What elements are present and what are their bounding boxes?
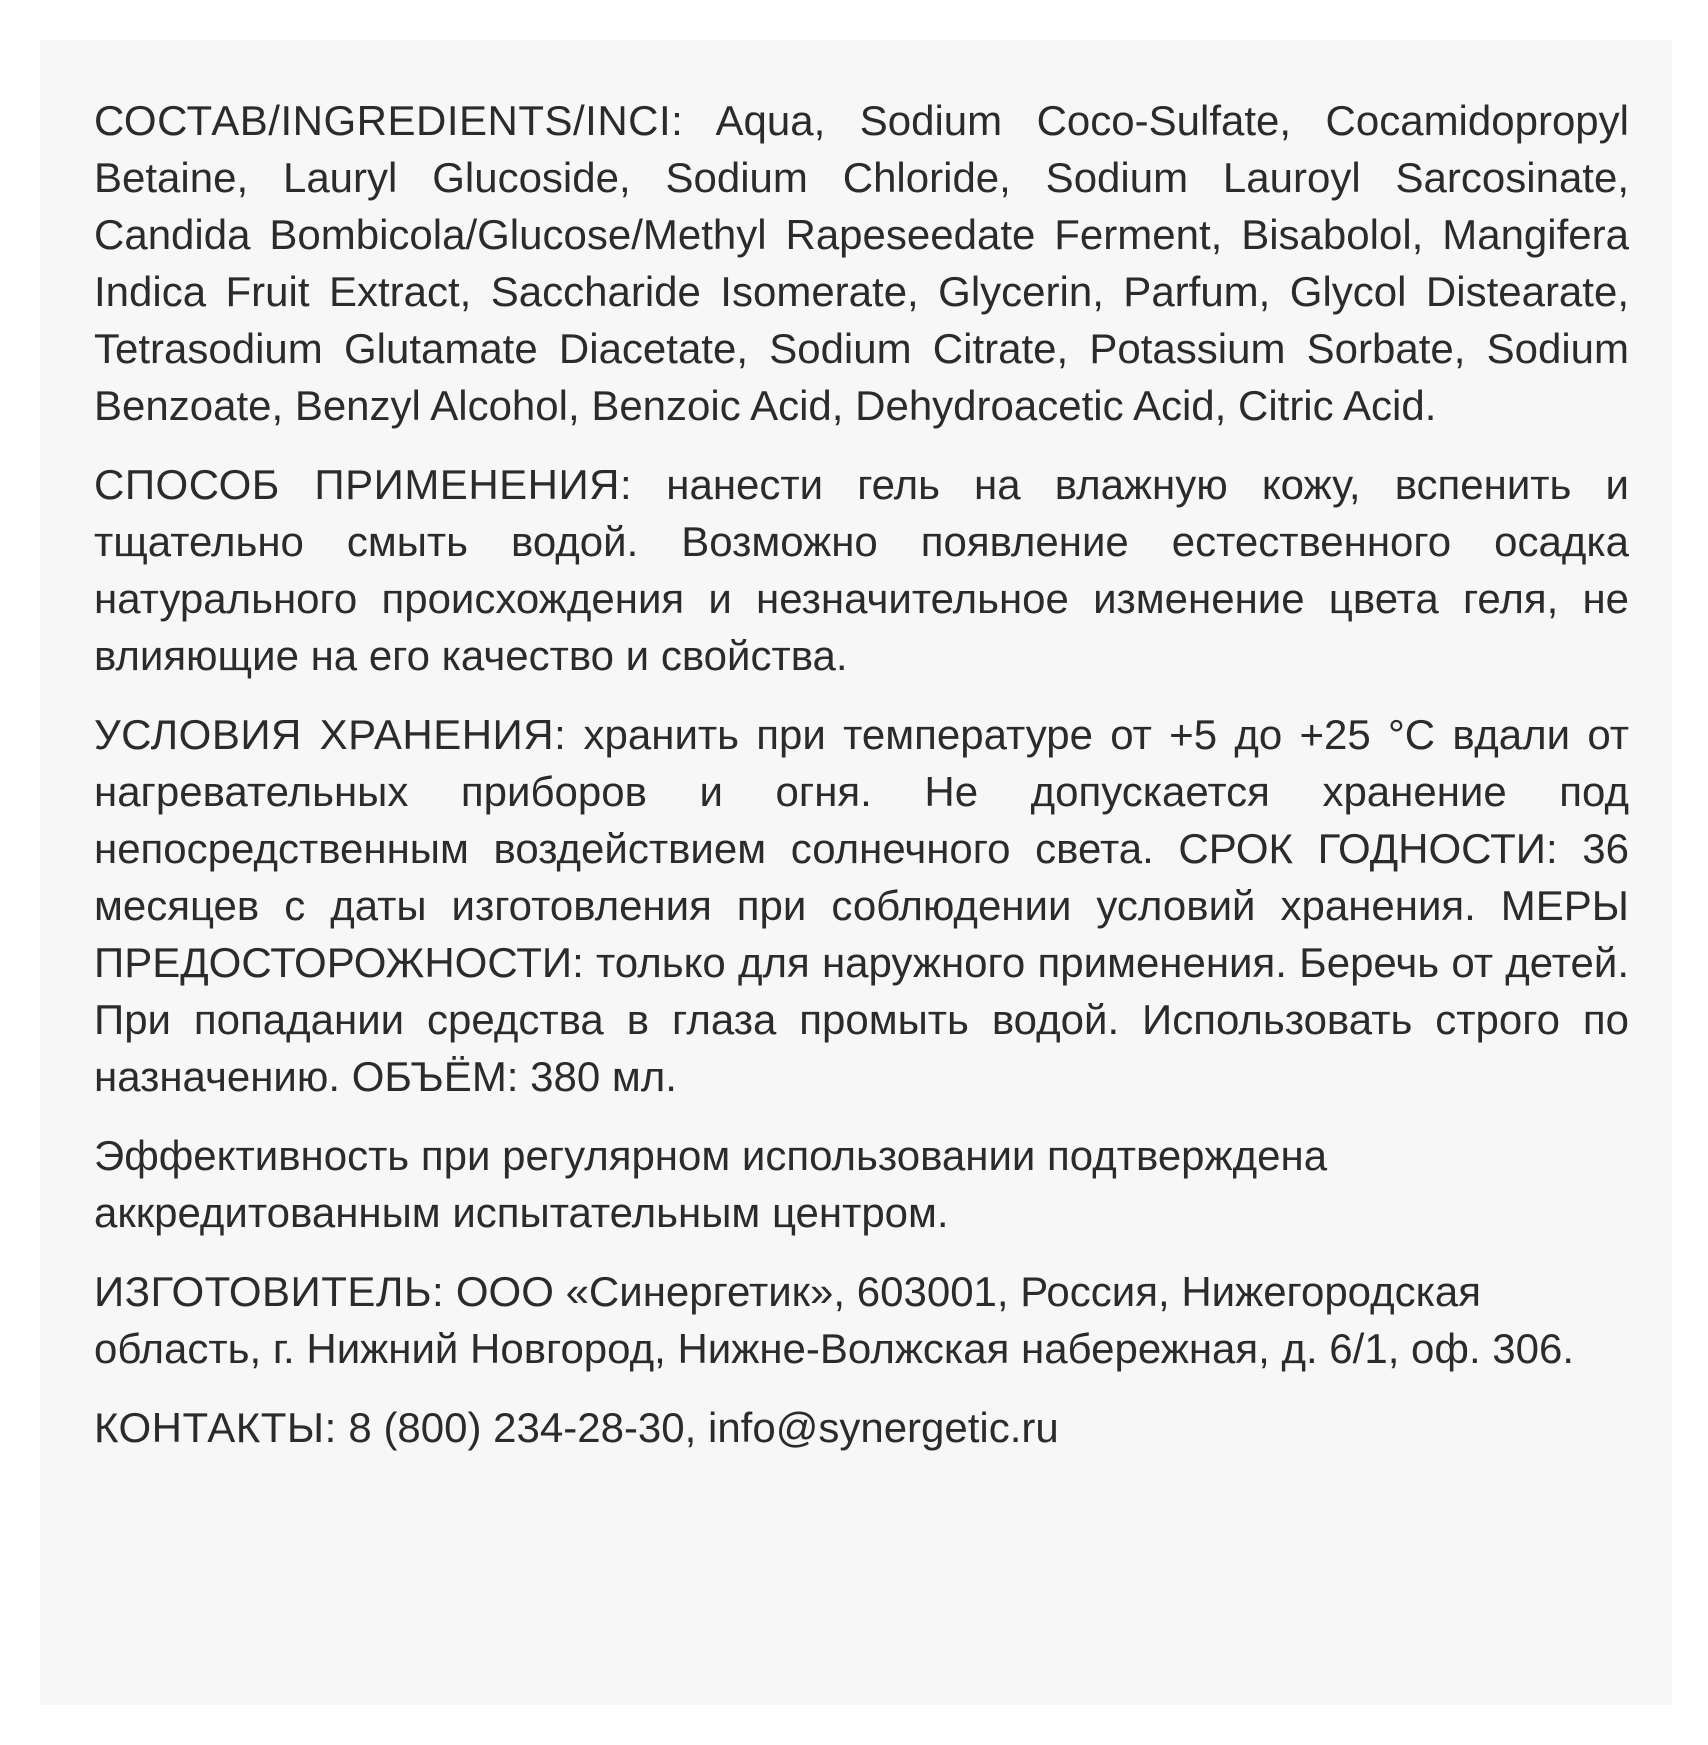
ingredients-list: Aqua, Sodium Coco-Sulfate, Cocamidopropyl Betaine, Lauryl Glucoside, Sodium Chloride, Sodium Lauroyl Sarcosinate, Candida Bombicola/Glucose/Methyl Rapeseedate Ferment, Bisabolol, Mangifera Indica Fruit Extract, Saccharide Isomerate, Glycerin, Parfum, Glycol Distearate, Tetrasodium Glutamate Diacetate, Sodium Citrate, Potassium Sorbate, Sodium Benzoate, Benzyl Alcohol, Benzoic Acid, Dehydroacetic Acid, Citric Acid. (94, 97, 1629, 429)
contacts-heading: КОНТАКТЫ: (94, 1404, 337, 1451)
storage-heading: УСЛОВИЯ ХРАНЕНИЯ: (94, 711, 567, 758)
efficacy-text: Эффективность при регулярном использовании подтверждена аккредитованным испытательным центром. (94, 1132, 1328, 1236)
label-text-block (94, 92, 1629, 1478)
manufacturer-paragraph (94, 1263, 1629, 1377)
usage-paragraph (94, 456, 1629, 684)
usage-text: нанести гель на влажную кожу, вспенить и тщательно смыть водой. Возможно появление естественного осадка натурального происхождения и незначительное изменение цвета геля, не влияющие на его качество и свойства. (94, 461, 1629, 679)
usage-heading: СПОСОБ ПРИМЕНЕНИЯ: (94, 461, 633, 508)
storage-text: хранить при температуре от +5 до +25 °С вдали от нагревательных приборов и огня. Не допускается хранение под непосредственным воздействием солнечного света. СРОК ГОДНОСТИ: 36 месяцев с даты изготовления при соблюдении условий хранения. МЕРЫ ПРЕДОСТОРОЖНОСТИ: только для наружного применения. Беречь от детей. При попадании средства в глаза промыть водой. Использовать строго по назначению. ОБЪЁМ: 380 мл. (94, 711, 1629, 1100)
product-label-panel (40, 40, 1672, 1705)
contacts-paragraph (94, 1399, 1629, 1456)
ingredients-paragraph (94, 92, 1629, 434)
manufacturer-text: ООО «Синергетик», 603001, Россия, Нижегородская область, г. Нижний Новгород, Нижне-Волжская набережная, д. 6/1, оф. 306. (94, 1268, 1575, 1372)
storage-paragraph (94, 706, 1629, 1105)
efficacy-paragraph (94, 1127, 1629, 1241)
contacts-text: 8 (800) 234-28-30, info@synergetic.ru (348, 1404, 1059, 1451)
ingredients-heading: СОСТАВ/INGREDIENTS/INCI: (94, 97, 684, 144)
manufacturer-heading: ИЗГОТОВИТЕЛЬ: (94, 1268, 445, 1315)
